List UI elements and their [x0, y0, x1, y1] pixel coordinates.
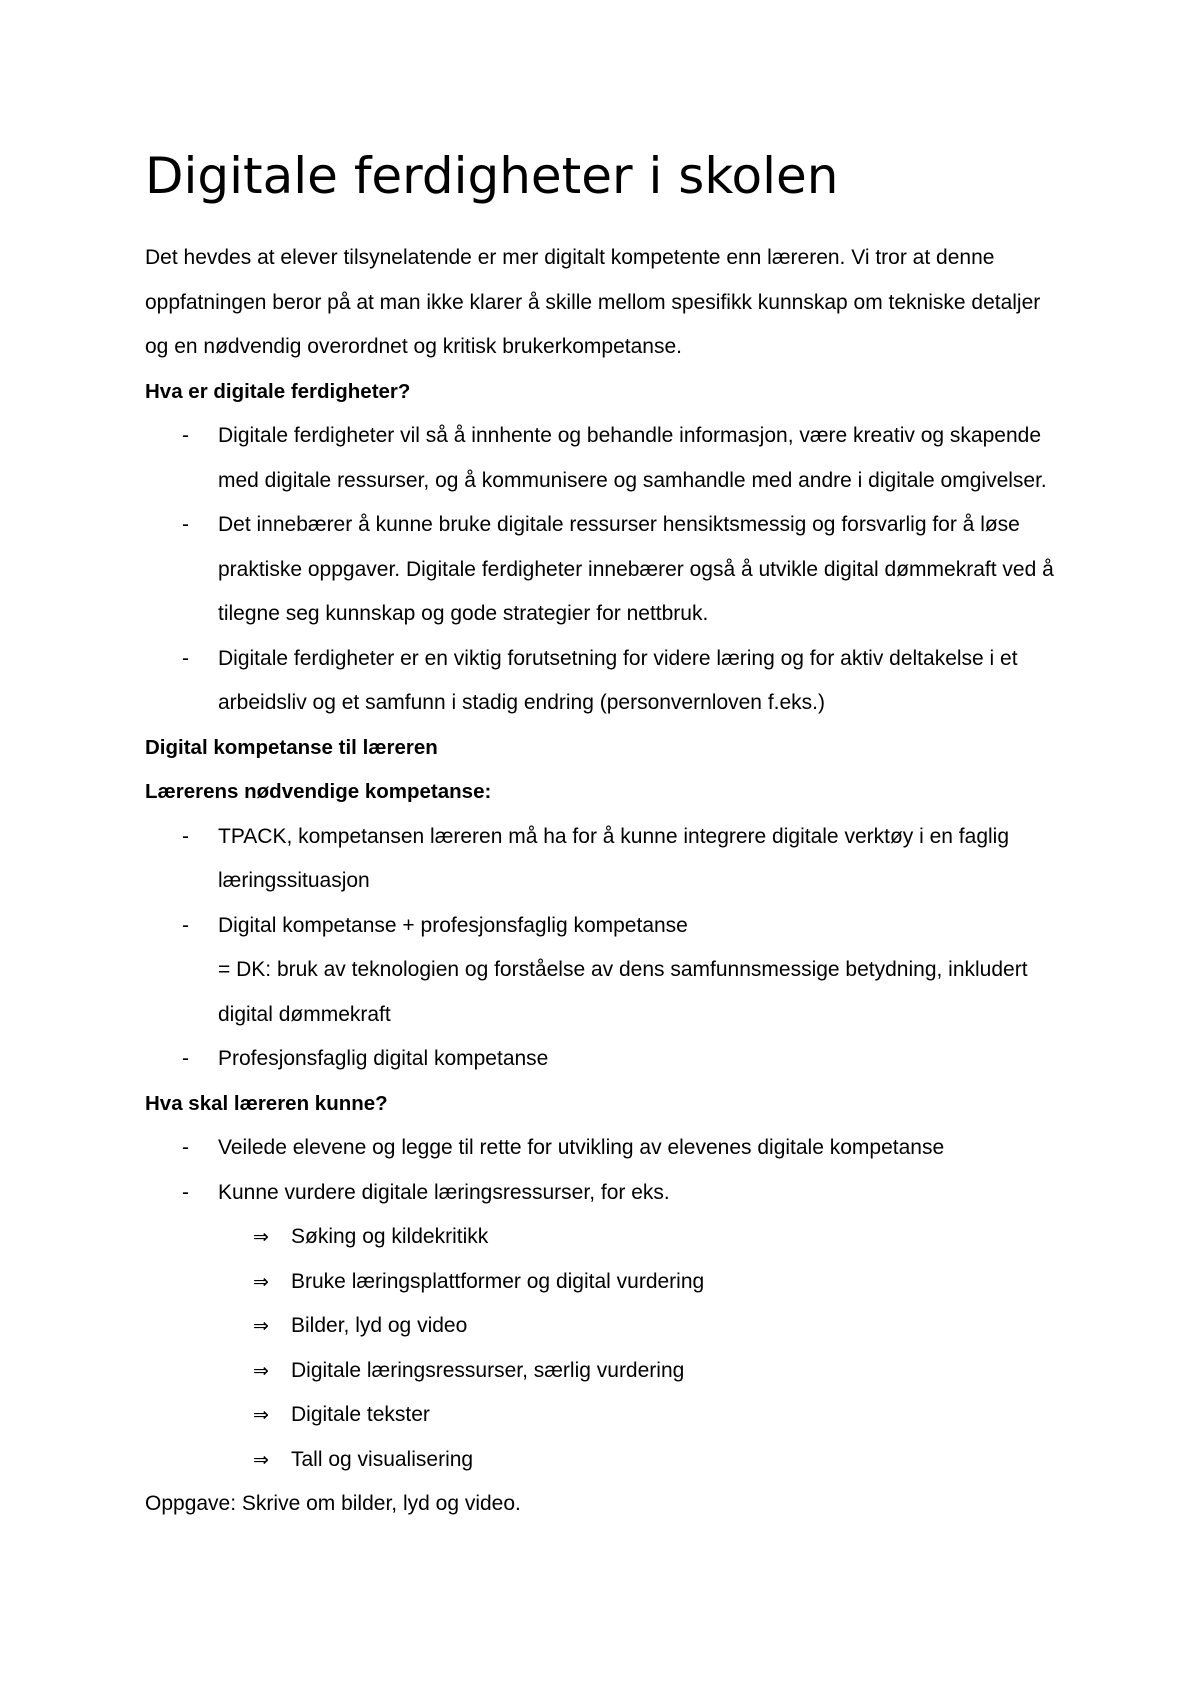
- sub-list-item-text: Bilder, lyd og video: [291, 1314, 468, 1337]
- sub-list-item-text: Tall og visualisering: [291, 1447, 474, 1471]
- document-page: [145, 140, 1065, 1527]
- list-item: [145, 503, 1065, 637]
- list-item: [145, 1037, 1065, 1082]
- arrow-right-icon: ⇒: [253, 1448, 269, 1471]
- section-heading-digital-skills: Hva er digitale ferdigheter?: [145, 379, 411, 403]
- list-item-text: Digital kompetanse + profesjonsfaglig kompetanse: [218, 913, 688, 937]
- list-item-text: Profesjonsfaglig digital kompetanse: [218, 1047, 549, 1070]
- section-heading-teacher-competence: Digital kompetanse til læreren: [145, 735, 438, 759]
- list-item: [145, 637, 1065, 726]
- dash-bullet: -: [182, 1047, 189, 1070]
- sub-list-item: [145, 1304, 1065, 1349]
- list-item: [145, 1126, 1065, 1171]
- arrow-right-icon: ⇒: [253, 1226, 269, 1248]
- list-item-text: Digitale ferdigheter er en viktig forutsetning for videre læring og for aktiv deltakelse i et arbeidsliv og et samfunn i stadig endring (personvernloven f.eks.): [218, 646, 1018, 714]
- subheading-required-competence: Lærerens nødvendige kompetanse:: [145, 780, 492, 803]
- dash-bullet: -: [182, 513, 189, 536]
- list-item: [145, 815, 1065, 904]
- sub-list-item: [145, 1438, 1065, 1483]
- list-item-text: Kunne vurdere digitale læringsressurser, for eks.: [218, 1180, 670, 1204]
- list-item-text: Digitale ferdigheter vil så å innhente og behandle informasjon, være kreativ og skapende med digitale ressurser, og å kommunisere og samhandle med andre i digitale omgivelser.: [218, 424, 1047, 492]
- sub-list-item: [145, 1260, 1065, 1305]
- arrow-right-icon: ⇒: [253, 1359, 269, 1382]
- task-paragraph: Oppgave: Skrive om bilder, lyd og video.: [145, 1492, 521, 1515]
- list-item-text: TPACK, kompetansen læreren må ha for å kunne integrere digitale verktøy i en faglig læringssituasjon: [218, 824, 1010, 892]
- dash-bullet: -: [182, 913, 189, 937]
- dash-bullet: -: [182, 1136, 189, 1159]
- list-item: [145, 1171, 1065, 1216]
- arrow-right-icon: ⇒: [253, 1270, 269, 1293]
- sub-list-item-text: Bruke læringsplattformer og digital vurdering: [291, 1269, 705, 1293]
- intro-paragraph: Det hevdes at elever tilsynelatende er mer digitalt kompetente enn læreren. Vi tror at denne oppfatningen beror på at man ikke klarer å skille mellom spesifikk kunnskap om tekniske detaljer og en nødvendig overordnet og kritisk brukerkompetanse.: [145, 246, 1041, 358]
- list-item-text: Veilede elevene og legge til rette for utvikling av elevenes digitale kompetanse: [218, 1136, 945, 1159]
- dash-bullet: -: [182, 824, 189, 848]
- resource-examples-list: [145, 1215, 1065, 1482]
- digital-skills-list: [145, 414, 1065, 726]
- list-item: [145, 414, 1065, 503]
- section-heading-teacher-abilities: Hva skal læreren kunne?: [145, 1091, 388, 1115]
- sub-list-item-text: Digitale læringsressurser, særlig vurdering: [291, 1358, 685, 1382]
- teacher-competence-list: [145, 815, 1065, 1082]
- dash-bullet: -: [182, 646, 189, 670]
- sub-list-item: [145, 1215, 1065, 1260]
- sub-list-item: [145, 1393, 1065, 1438]
- teacher-abilities-list: [145, 1126, 1065, 1215]
- arrow-right-icon: ⇒: [253, 1404, 269, 1426]
- sub-list-item-text: Søking og kildekritikk: [291, 1225, 489, 1248]
- list-item-continuation: = DK: bruk av teknologien og forståelse av dens samfunnsmessige betydning, inkludert digital dømmekraft: [218, 958, 1028, 1026]
- dash-bullet: -: [182, 424, 189, 447]
- sub-list-item-text: Digitale tekster: [291, 1403, 430, 1426]
- dash-bullet: -: [182, 1180, 189, 1204]
- list-item-text: Det innebærer å kunne bruke digitale ressurser hensiktsmessig og forsvarlig for å løse praktiske oppgaver. Digitale ferdigheter innebærer også å utvikle digital dømmekraft ved å tilegne seg kunnskap og gode strategier for nettbruk.: [218, 513, 1054, 625]
- list-item: [145, 904, 1065, 1038]
- sub-list-item: [145, 1349, 1065, 1394]
- document-title: Digitale ferdigheter i skolen: [145, 147, 839, 205]
- arrow-right-icon: ⇒: [253, 1315, 269, 1337]
